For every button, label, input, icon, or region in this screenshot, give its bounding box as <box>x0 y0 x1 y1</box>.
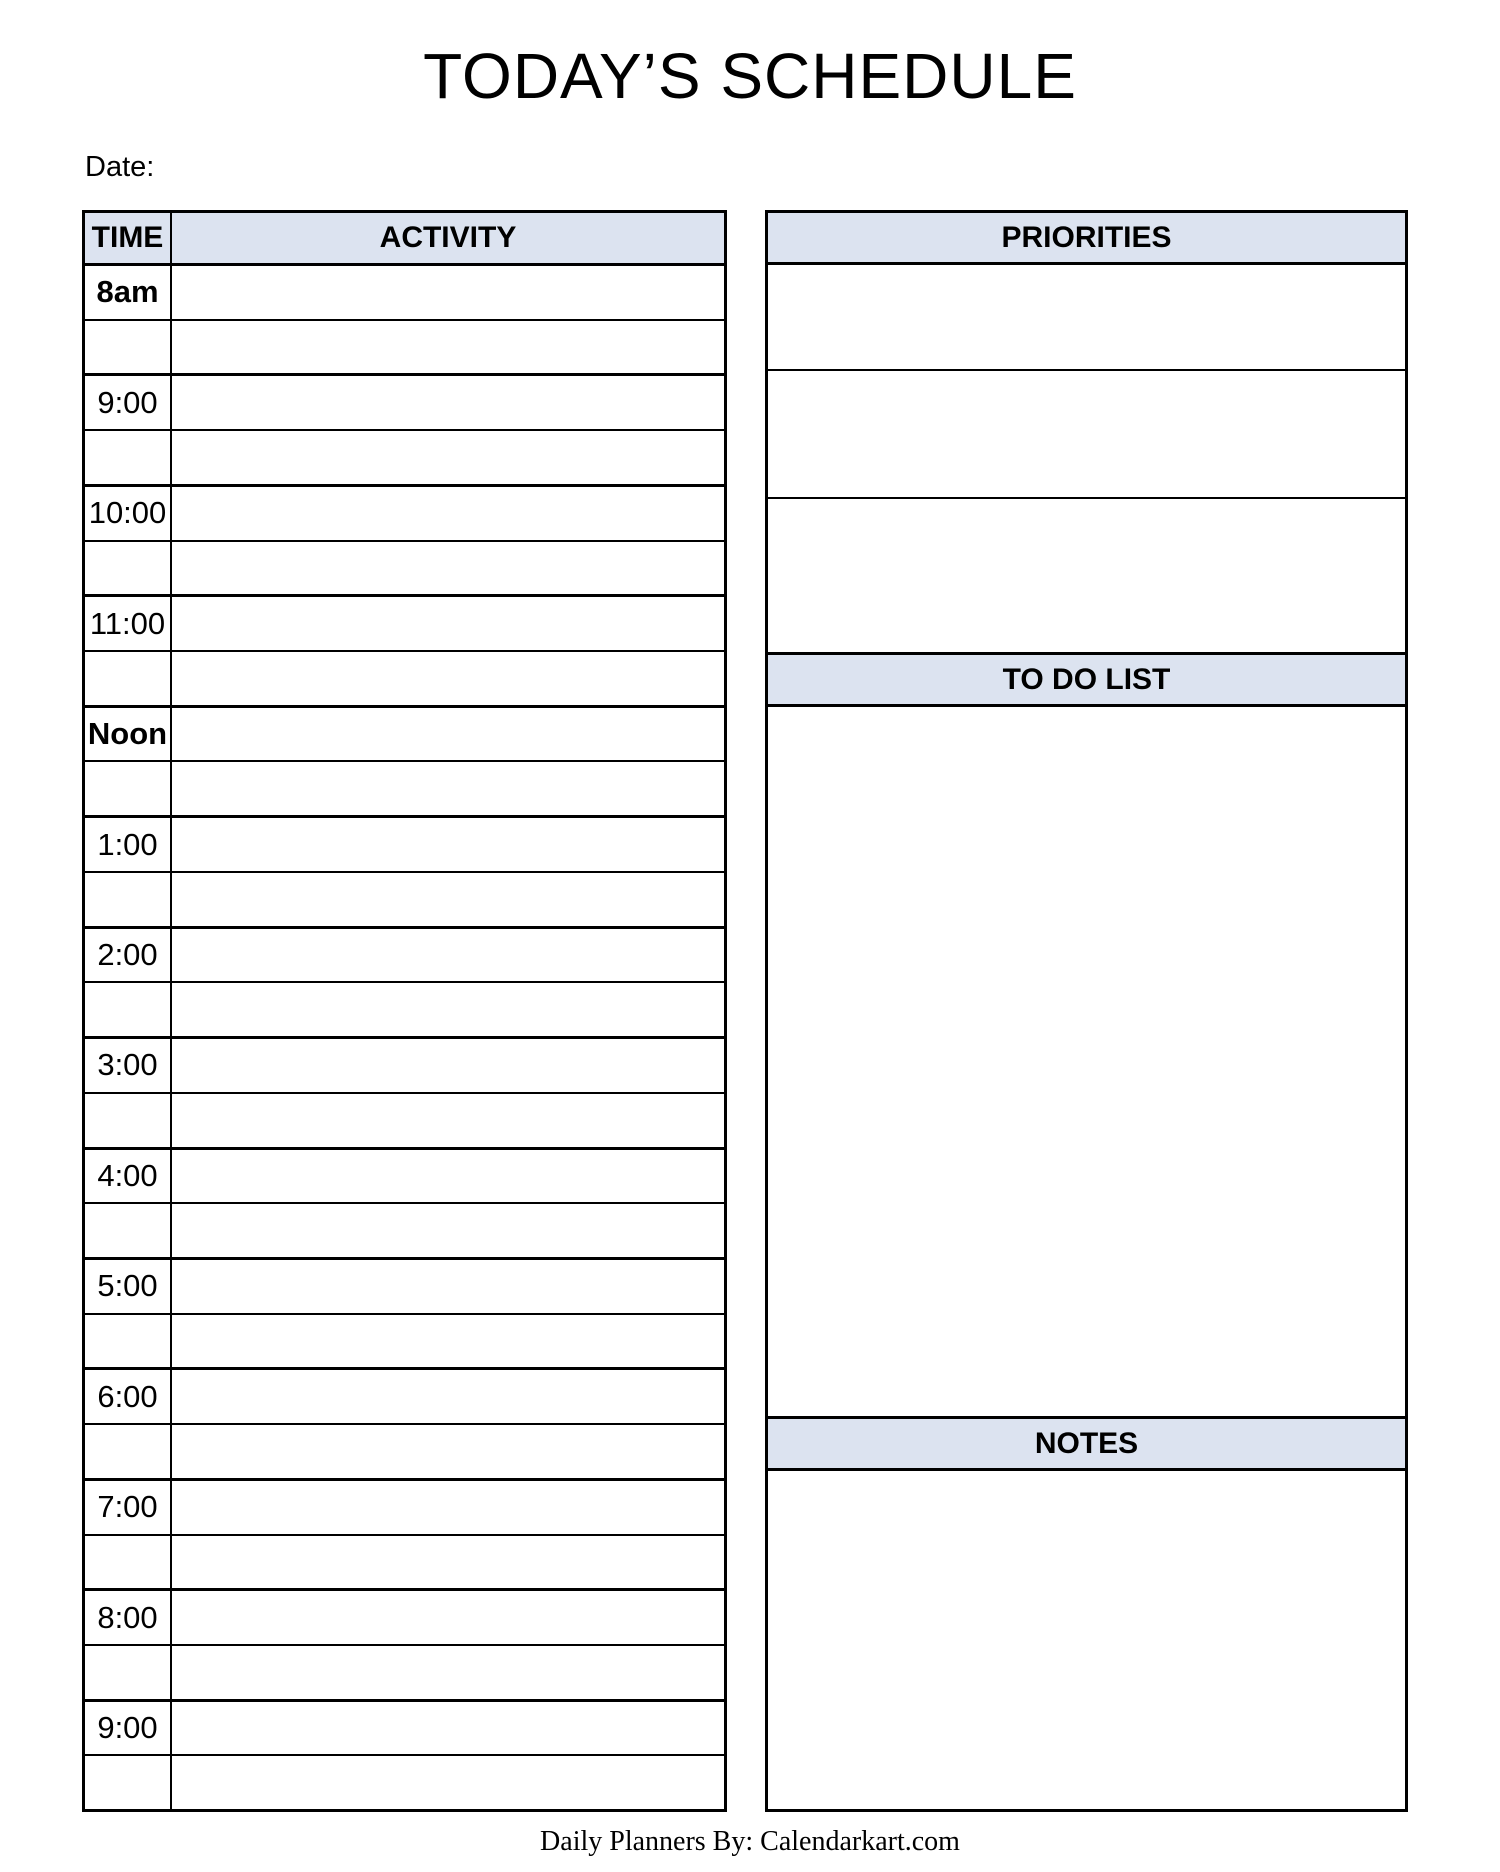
activity-cell <box>172 1094 724 1147</box>
half-hour-row <box>85 540 724 595</box>
time-cell <box>85 321 172 374</box>
notes-body <box>768 1471 1405 1809</box>
time-cell <box>85 431 172 484</box>
time-cell: 11:00 <box>85 597 172 650</box>
hour-row <box>85 815 724 871</box>
hour-row <box>85 1367 724 1423</box>
footer-credit: Daily Planners By: Calendarkart.com <box>540 1826 960 1857</box>
time-cell: 8am <box>85 266 172 319</box>
activity-cell <box>172 1591 724 1644</box>
hour-row <box>85 1147 724 1203</box>
hour-row <box>85 1588 724 1644</box>
hour-row <box>85 1699 724 1755</box>
time-cell: 9:00 <box>85 376 172 429</box>
activity-cell <box>172 983 724 1036</box>
activity-cell <box>172 1315 724 1368</box>
activity-cell <box>172 1756 724 1809</box>
half-hour-row <box>85 871 724 926</box>
time-cell <box>85 1425 172 1478</box>
half-hour-row <box>85 319 724 374</box>
time-cell <box>85 873 172 926</box>
hour-row <box>85 1257 724 1313</box>
priorities-header: PRIORITIES <box>768 213 1405 265</box>
activity-cell <box>172 1425 724 1478</box>
half-hour-row <box>85 650 724 705</box>
half-hour-row <box>85 1092 724 1147</box>
activity-cell <box>172 1039 724 1092</box>
half-hour-row <box>85 1754 724 1809</box>
time-cell: 2:00 <box>85 929 172 982</box>
hour-row <box>85 1036 724 1092</box>
activity-cell <box>172 652 724 705</box>
activity-cell <box>172 431 724 484</box>
time-cell: 5:00 <box>85 1260 172 1313</box>
activity-column-header: ACTIVITY <box>379 221 517 254</box>
time-cell: 8:00 <box>85 1591 172 1644</box>
schedule-table <box>82 210 727 1812</box>
activity-cell <box>172 376 724 429</box>
activity-cell <box>172 597 724 650</box>
notes-header: NOTES <box>768 1419 1405 1471</box>
time-cell <box>85 542 172 595</box>
half-hour-row <box>85 429 724 484</box>
time-cell: Noon <box>85 708 172 761</box>
time-cell <box>85 652 172 705</box>
time-cell: 6:00 <box>85 1370 172 1423</box>
page-title: TODAY’S SCHEDULE <box>423 40 1077 112</box>
activity-cell <box>172 1536 724 1589</box>
activity-cell <box>172 1646 724 1699</box>
time-cell <box>85 1646 172 1699</box>
activity-cell <box>172 1260 724 1313</box>
half-hour-row <box>85 1202 724 1257</box>
hour-row <box>85 594 724 650</box>
priority-box-2 <box>768 371 1405 499</box>
date-label: Date: <box>85 151 155 183</box>
priority-box-1 <box>768 265 1405 371</box>
time-column-header: TIME <box>85 213 172 263</box>
activity-cell <box>172 321 724 374</box>
half-hour-row <box>85 981 724 1036</box>
activity-cell <box>172 708 724 761</box>
hour-row <box>85 484 724 540</box>
half-hour-row <box>85 1644 724 1699</box>
time-cell <box>85 1536 172 1589</box>
time-cell <box>85 762 172 815</box>
hour-row <box>85 926 724 982</box>
half-hour-row <box>85 760 724 815</box>
activity-cell <box>172 1702 724 1755</box>
hour-row <box>85 705 724 761</box>
half-hour-row <box>85 1313 724 1368</box>
activity-cell <box>172 266 724 319</box>
time-cell: 4:00 <box>85 1150 172 1203</box>
hour-row <box>85 1478 724 1534</box>
time-cell: 1:00 <box>85 818 172 871</box>
time-cell: 9:00 <box>85 1702 172 1755</box>
time-cell <box>85 1315 172 1368</box>
activity-cell <box>172 1481 724 1534</box>
todo-header: TO DO LIST <box>768 655 1405 707</box>
todo-list-body <box>768 707 1405 1419</box>
time-cell: 7:00 <box>85 1481 172 1534</box>
time-cell: 3:00 <box>85 1039 172 1092</box>
half-hour-row <box>85 1534 724 1589</box>
time-cell <box>85 1756 172 1809</box>
activity-cell <box>172 1204 724 1257</box>
time-cell <box>85 1094 172 1147</box>
priority-box-3 <box>768 499 1405 655</box>
time-cell: 10:00 <box>85 487 172 540</box>
half-hour-row <box>85 1423 724 1478</box>
hour-row <box>85 373 724 429</box>
time-cell <box>85 1204 172 1257</box>
right-panel <box>765 210 1408 1812</box>
activity-cell <box>172 1370 724 1423</box>
schedule-rows <box>85 266 724 1809</box>
schedule-header-row <box>85 213 724 266</box>
activity-cell <box>172 542 724 595</box>
activity-cell <box>172 487 724 540</box>
activity-cell <box>172 873 724 926</box>
activity-cell <box>172 762 724 815</box>
activity-cell <box>172 1150 724 1203</box>
time-cell <box>85 983 172 1036</box>
hour-row <box>85 266 724 319</box>
activity-cell <box>172 929 724 982</box>
activity-cell <box>172 818 724 871</box>
